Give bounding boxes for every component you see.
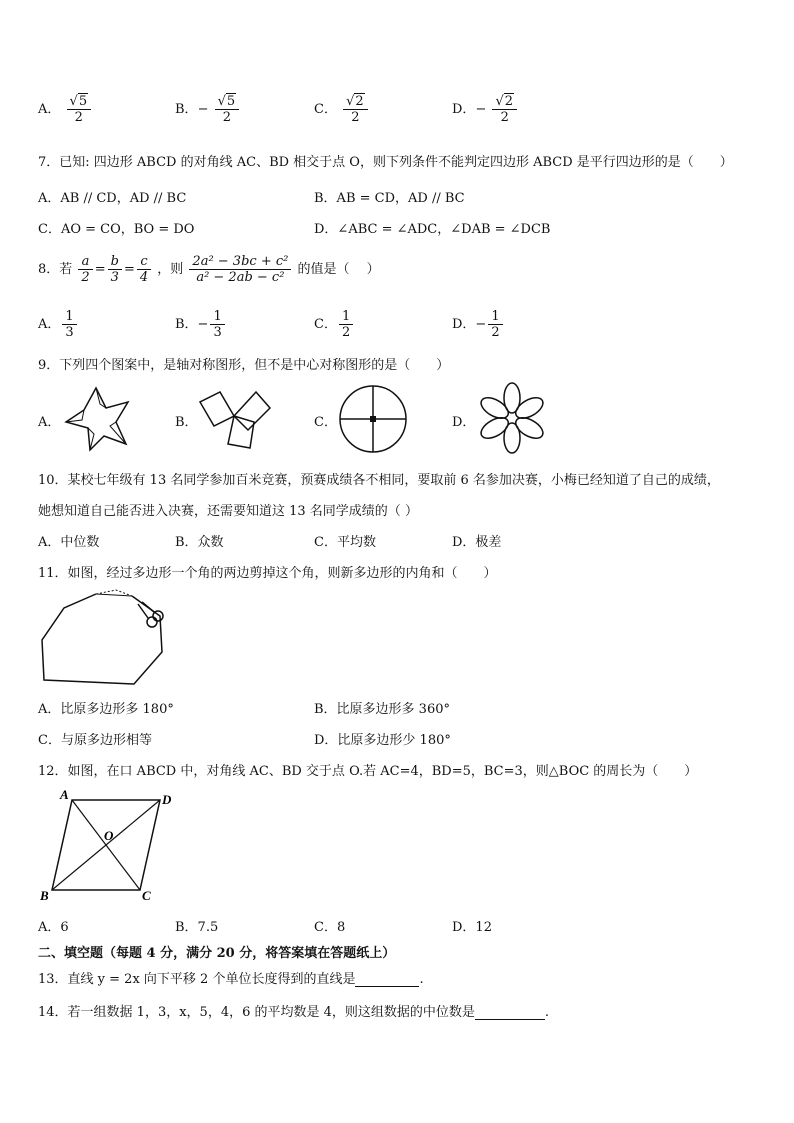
q7-option-a: A．AB // CD，AD // BC <box>38 191 187 206</box>
vertex-label-d: D <box>162 792 172 807</box>
q11-option-a: A．比原多边形多 180° <box>38 702 174 717</box>
center-label-o: O <box>104 828 114 843</box>
radicand: 5 <box>78 94 88 109</box>
q8-option-b <box>175 309 227 340</box>
q12-option-c: C．8 <box>314 920 346 935</box>
numerator: 1 <box>488 309 502 325</box>
numerator: a <box>78 254 92 270</box>
radicand: 2 <box>504 94 514 109</box>
denominator: 2 <box>500 110 509 125</box>
q8-option-c <box>314 309 355 340</box>
q9-option-d-label: D． <box>452 415 476 430</box>
numerator: 1 <box>210 309 224 325</box>
q11-option-d: D．比原多边形少 180° <box>314 733 451 748</box>
q8-option-d <box>452 309 505 340</box>
pinwheel-figure <box>338 384 408 454</box>
q10-option-a: A．中位数 <box>38 535 100 550</box>
q12-option-a: A．6 <box>38 920 69 935</box>
q13-suffix: . <box>419 972 424 987</box>
cut-polygon-figure <box>38 588 170 688</box>
q6-option-c <box>314 94 370 125</box>
numerator: 1 <box>62 309 76 325</box>
fraction-expression <box>189 254 291 285</box>
q9-stem: 9．下列四个图案中，是轴对称图形，但不是中心对称图形的是（ ） <box>38 358 450 373</box>
q10-stem-line2: 她想知道自己能否进入决赛，还需要知道这 13 名同学成绩的（ ） <box>38 504 418 519</box>
q14-stem <box>38 1001 549 1020</box>
denominator: a² − 2ab − c² <box>196 270 285 285</box>
numerator: c <box>137 254 151 270</box>
numerator: 2a² − 3bc + c² <box>189 254 291 270</box>
denominator: 2 <box>74 110 83 125</box>
fraction-a <box>78 254 92 285</box>
minus-sign: − <box>197 102 209 117</box>
denominator: 2 <box>222 110 232 125</box>
fraction: $\frac{√5}{2}$ <box>67 94 92 125</box>
q11-option-c: C．与原多边形相等 <box>38 733 152 748</box>
q7-option-d: D．∠ABC = ∠ADC，∠DAB = ∠DCB <box>314 222 551 237</box>
vertex-label-c: C <box>142 888 151 903</box>
option-label: A． <box>38 102 61 117</box>
q10-option-d: D．极差 <box>452 535 502 550</box>
q9-option-b-label: B． <box>175 415 198 430</box>
fraction: $\frac{√2}{2}$ <box>492 94 517 125</box>
fraction <box>339 309 353 340</box>
flower-figure <box>476 382 548 454</box>
numerator: 1 <box>339 309 353 325</box>
radicand: 2 <box>355 94 364 109</box>
denominator: 2 <box>491 325 500 340</box>
equals-sign: = <box>94 262 106 277</box>
option-label: B． <box>175 102 198 117</box>
denominator: 3 <box>65 325 74 340</box>
q14-suffix: . <box>544 1005 550 1020</box>
q8-prefix: 8．若 <box>38 262 73 277</box>
q9-option-c-label: C． <box>314 415 337 430</box>
minus-sign: − <box>475 102 487 117</box>
fraction-c <box>137 254 151 285</box>
q7-option-c: C．AO = CO，BO = DO <box>38 222 195 237</box>
option-label: D． <box>452 102 476 117</box>
option-label: C． <box>314 102 337 117</box>
q10-stem-line1: 10．某校七年级有 13 名同学参加百米竞赛，预赛成绩各不相同，要取前 6 名参加决赛，小梅已经知道了自己的成绩， <box>38 473 720 488</box>
radicand: 5 <box>226 94 236 109</box>
q10-option-b: B．众数 <box>175 535 224 550</box>
equals-sign: = <box>123 262 135 277</box>
fraction <box>488 309 502 340</box>
scissors-icon <box>138 602 163 627</box>
denominator: 2 <box>341 325 351 340</box>
denominator: 3 <box>110 270 119 285</box>
q11-stem: 11．如图，经过多边形一个角的两边剪掉这个角，则新多边形的内角和（ ） <box>38 566 497 581</box>
fraction: $\frac{√2}{2}$ <box>343 94 368 125</box>
denominator: 2 <box>351 110 360 125</box>
three-rhombus-figure <box>198 384 270 448</box>
q7-stem: 7．已知: 四边形 ABCD 的对角线 AC、BD 相交于点 O，则下列条件不能判定四边形 ABCD 是平行四边形的是（ ） <box>38 155 733 170</box>
q8-option-a <box>38 309 79 340</box>
section-heading: 二、填空题（每题 4 分，满分 20 分，将答案填在答题纸上） <box>38 946 396 961</box>
numerator: b <box>108 254 122 270</box>
q8-suffix: 的值是（ ） <box>297 262 380 277</box>
parallelogram-figure <box>38 787 178 906</box>
fraction: $\frac{√5}{2}$ <box>215 94 240 125</box>
denominator: 3 <box>213 325 222 340</box>
q8-mid: ，则 <box>157 262 184 277</box>
q11-option-b: B．比原多边形多 360° <box>314 702 450 717</box>
q7-option-b: B．AB = CD，AD // BC <box>314 191 465 206</box>
option-label: A． <box>38 317 61 332</box>
q13-prefix: 13．直线 y = 2x 向下平移 2 个单位长度得到的直线是 <box>38 972 356 987</box>
denominator: 4 <box>139 270 149 285</box>
q9-option-a-label: A． <box>38 415 61 430</box>
vertex-label-a: A <box>60 787 69 802</box>
q6-option-d <box>452 94 519 125</box>
answer-blank[interactable] <box>475 1019 545 1020</box>
q6-option-a <box>38 94 93 125</box>
fraction <box>210 309 224 340</box>
option-label: B．− <box>175 317 209 332</box>
option-label: D．− <box>452 317 487 332</box>
option-label: C． <box>314 317 337 332</box>
vertex-label-b: B <box>40 888 49 903</box>
q6-option-b <box>175 94 241 125</box>
q12-option-d: D．12 <box>452 920 492 935</box>
q13-stem <box>38 968 424 987</box>
q14-prefix: 14．若一组数据 1，3，x，5，4，6 的平均数是 4，则这组数据的中位数是 <box>38 1005 475 1020</box>
q12-option-b: B．7.5 <box>175 920 219 935</box>
star-pattern-figure <box>60 384 132 454</box>
denominator: 2 <box>81 270 90 285</box>
q10-option-c: C．平均数 <box>314 535 376 550</box>
answer-blank[interactable] <box>355 986 419 987</box>
fraction-b <box>108 254 122 285</box>
fraction <box>62 309 76 340</box>
q12-stem: 12．如图，在口 ABCD 中，对角线 AC、BD 交于点 O.若 AC=4，BD=5，BC=3，则△BOC 的周长为（ ） <box>38 764 698 779</box>
q8-stem <box>38 254 380 285</box>
